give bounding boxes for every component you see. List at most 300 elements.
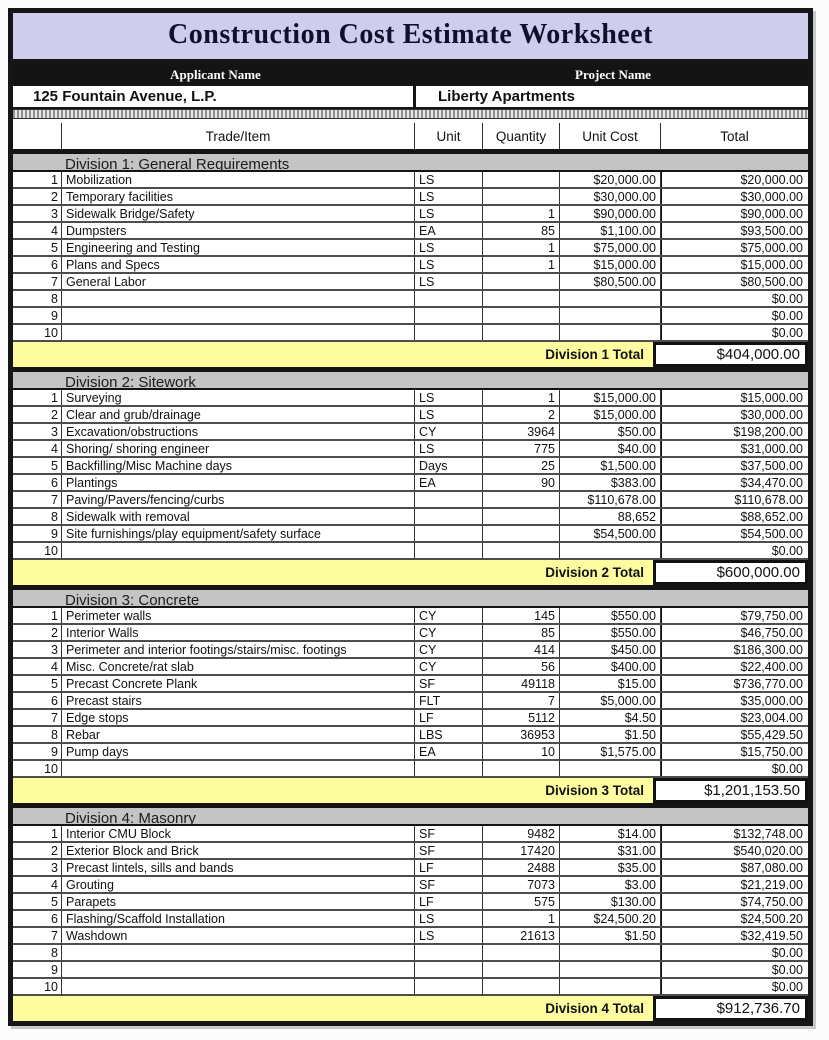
row-number: 6 [13, 257, 62, 272]
unit-cell: CY [415, 659, 483, 674]
table-row [13, 625, 808, 642]
unit-cost-cell [560, 761, 661, 776]
trade-item-cell: Perimeter walls [62, 608, 415, 623]
table-row [13, 390, 808, 407]
total-cell: $22,400.00 [661, 659, 808, 674]
trade-item-cell [62, 543, 415, 558]
applicant-name-value: 125 Fountain Avenue, L.P. [13, 86, 416, 107]
table-row [13, 526, 808, 543]
table-row [13, 543, 808, 560]
table-row [13, 962, 808, 979]
unit-cost-cell: 88,652 [560, 509, 661, 524]
quantity-cell: 2 [483, 407, 560, 422]
total-cell: $88,652.00 [661, 509, 808, 524]
unit-cost-cell: $31.00 [560, 843, 661, 858]
unit-cell: LF [415, 710, 483, 725]
unit-cost-cell: $1.50 [560, 928, 661, 943]
unit-cell: CY [415, 642, 483, 657]
quantity-cell [483, 962, 560, 977]
unit-cell: SF [415, 676, 483, 691]
quantity-cell: 1 [483, 911, 560, 926]
unit-cell: FLT [415, 693, 483, 708]
table-row [13, 877, 808, 894]
unit-cell: SF [415, 826, 483, 841]
unit-cell [415, 308, 483, 323]
unit-cell [415, 325, 483, 340]
unit-cost-cell: $80,500.00 [560, 274, 661, 289]
table-row [13, 240, 808, 257]
unit-cell [415, 761, 483, 776]
trade-item-cell: Site furnishings/play equipment/safety surface [62, 526, 415, 541]
total-cell: $0.00 [661, 291, 808, 306]
quantity-cell [483, 325, 560, 340]
unit-cost-cell: $383.00 [560, 475, 661, 490]
unit-cost-cell [560, 291, 661, 306]
unit-cell [415, 509, 483, 524]
table-row [13, 826, 808, 843]
quantity-cell [483, 526, 560, 541]
quantity-cell: 25 [483, 458, 560, 473]
row-number: 7 [13, 492, 62, 507]
unit-cost-cell [560, 543, 661, 558]
trade-item-cell: Sidewalk Bridge/Safety [62, 206, 415, 221]
trade-item-cell: Temporary facilities [62, 189, 415, 204]
trade-item-cell: Misc. Concrete/rat slab [62, 659, 415, 674]
unit-cell: EA [415, 223, 483, 238]
unit-cost-cell: $1,500.00 [560, 458, 661, 473]
row-number: 4 [13, 441, 62, 456]
trade-item-cell [62, 308, 415, 323]
division-total-value: $600,000.00 [653, 560, 808, 585]
total-cell: $110,678.00 [661, 492, 808, 507]
table-row [13, 325, 808, 342]
row-number: 8 [13, 509, 62, 524]
row-number: 4 [13, 877, 62, 892]
trade-item-cell: Parapets [62, 894, 415, 909]
unit-cost-cell: $4.50 [560, 710, 661, 725]
unit-cell: LF [415, 860, 483, 875]
row-number: 5 [13, 458, 62, 473]
hatched-divider [13, 109, 808, 119]
table-row [13, 308, 808, 325]
division-section [13, 585, 808, 803]
quantity-cell: 90 [483, 475, 560, 490]
total-cell: $24,500.20 [661, 911, 808, 926]
row-number: 1 [13, 826, 62, 841]
row-number: 5 [13, 240, 62, 255]
unit-cell: CY [415, 424, 483, 439]
row-number: 1 [13, 172, 62, 187]
total-cell: $132,748.00 [661, 826, 808, 841]
table-row [13, 274, 808, 291]
row-number: 9 [13, 962, 62, 977]
unit-cell: CY [415, 608, 483, 623]
table-row [13, 710, 808, 727]
trade-item-cell: Engineering and Testing [62, 240, 415, 255]
quantity-cell: 85 [483, 625, 560, 640]
unit-cell: EA [415, 744, 483, 759]
table-row [13, 693, 808, 710]
unit-cost-cell: $75,000.00 [560, 240, 661, 255]
total-cell: $30,000.00 [661, 189, 808, 204]
quantity-cell: 17420 [483, 843, 560, 858]
row-number: 10 [13, 325, 62, 340]
division-header: Division 2: Sitework [13, 367, 808, 390]
trade-item-cell [62, 325, 415, 340]
quantity-cell: 7 [483, 693, 560, 708]
unit-cell [415, 543, 483, 558]
project-name-label: Project Name [575, 67, 651, 82]
division-header: Division 4: Masonry [13, 803, 808, 826]
column-header-unit: Unit [415, 123, 483, 149]
unit-cell: LS [415, 407, 483, 422]
unit-cost-cell: $130.00 [560, 894, 661, 909]
names-row [13, 86, 808, 109]
quantity-cell: 2488 [483, 860, 560, 875]
total-cell: $186,300.00 [661, 642, 808, 657]
row-number: 5 [13, 676, 62, 691]
unit-cost-cell: $400.00 [560, 659, 661, 674]
row-number: 1 [13, 390, 62, 405]
page-title: Construction Cost Estimate Worksheet [168, 19, 653, 50]
total-cell: $55,429.50 [661, 727, 808, 742]
trade-item-cell: Backfilling/Misc Machine days [62, 458, 415, 473]
quantity-cell: 10 [483, 744, 560, 759]
unit-cost-cell: $30,000.00 [560, 189, 661, 204]
trade-item-cell: Shoring/ shoring engineer [62, 441, 415, 456]
trade-item-cell: Precast Concrete Plank [62, 676, 415, 691]
label-bar [13, 64, 808, 86]
row-number: 7 [13, 274, 62, 289]
total-cell: $20,000.00 [661, 172, 808, 187]
division-total-row [13, 342, 808, 367]
unit-cell [415, 526, 483, 541]
unit-cost-cell: $24,500.20 [560, 911, 661, 926]
division-header: Division 1: General Requirements [13, 149, 808, 172]
total-cell: $15,000.00 [661, 390, 808, 405]
trade-item-cell: Flashing/Scaffold Installation [62, 911, 415, 926]
row-number: 3 [13, 424, 62, 439]
unit-cell: LS [415, 172, 483, 187]
row-number: 3 [13, 860, 62, 875]
division-section [13, 149, 808, 367]
total-cell: $0.00 [661, 308, 808, 323]
trade-item-cell: Washdown [62, 928, 415, 943]
row-number: 2 [13, 625, 62, 640]
row-number: 2 [13, 407, 62, 422]
quantity-cell: 9482 [483, 826, 560, 841]
unit-cell: LS [415, 911, 483, 926]
trade-item-cell: Precast lintels, sills and bands [62, 860, 415, 875]
division-total-label: Division 4 Total [13, 996, 653, 1021]
unit-cost-cell: $35.00 [560, 860, 661, 875]
unit-cost-cell: $15,000.00 [560, 257, 661, 272]
total-cell: $35,000.00 [661, 693, 808, 708]
division-total-value: $404,000.00 [653, 342, 808, 367]
unit-cost-cell: $15.00 [560, 676, 661, 691]
row-number: 10 [13, 979, 62, 994]
row-number: 9 [13, 526, 62, 541]
row-number: 7 [13, 710, 62, 725]
row-number: 7 [13, 928, 62, 943]
row-number: 10 [13, 543, 62, 558]
total-cell: $74,750.00 [661, 894, 808, 909]
unit-cost-cell [560, 308, 661, 323]
column-header-total: Total [720, 128, 749, 144]
division-total-value: $1,201,153.50 [653, 778, 808, 803]
row-number: 8 [13, 291, 62, 306]
table-row [13, 458, 808, 475]
unit-cell [415, 945, 483, 960]
table-row [13, 911, 808, 928]
unit-cost-cell: $20,000.00 [560, 172, 661, 187]
total-cell: $93,500.00 [661, 223, 808, 238]
table-row [13, 659, 808, 676]
project-name-value: Liberty Apartments [438, 88, 575, 105]
trade-item-cell [62, 291, 415, 306]
quantity-cell: 7073 [483, 877, 560, 892]
unit-cell: LS [415, 274, 483, 289]
total-cell: $198,200.00 [661, 424, 808, 439]
total-cell: $30,000.00 [661, 407, 808, 422]
unit-cell: Days [415, 458, 483, 473]
quantity-cell: 85 [483, 223, 560, 238]
row-number: 6 [13, 475, 62, 490]
quantity-cell: 49118 [483, 676, 560, 691]
unit-cell: LS [415, 257, 483, 272]
row-number: 9 [13, 308, 62, 323]
divisions [13, 149, 808, 1021]
total-cell: $32,419.50 [661, 928, 808, 943]
quantity-cell: 1 [483, 257, 560, 272]
row-number: 6 [13, 693, 62, 708]
row-number: 8 [13, 727, 62, 742]
division-header: Division 3: Concrete [13, 585, 808, 608]
total-cell: $15,000.00 [661, 257, 808, 272]
row-number: 6 [13, 911, 62, 926]
table-row [13, 945, 808, 962]
unit-cell [415, 962, 483, 977]
column-header-unit-cost: Unit Cost [560, 123, 661, 149]
division-total-row [13, 560, 808, 585]
table-row [13, 223, 808, 240]
total-cell: $0.00 [661, 979, 808, 994]
trade-item-cell [62, 979, 415, 994]
trade-item-cell: Rebar [62, 727, 415, 742]
unit-cell: LF [415, 894, 483, 909]
row-number: 4 [13, 223, 62, 238]
column-header-quantity: Quantity [483, 123, 560, 149]
table-row [13, 291, 808, 308]
quantity-cell: 21613 [483, 928, 560, 943]
division-total-row [13, 778, 808, 803]
division-total-label: Division 1 Total [13, 342, 653, 367]
trade-item-cell: Exterior Block and Brick [62, 843, 415, 858]
trade-item-cell: General Labor [62, 274, 415, 289]
unit-cell: LS [415, 390, 483, 405]
total-cell: $79,750.00 [661, 608, 808, 623]
quantity-cell: 5112 [483, 710, 560, 725]
trade-item-cell [62, 962, 415, 977]
column-header-row [13, 123, 808, 149]
unit-cell: SF [415, 843, 483, 858]
table-row [13, 492, 808, 509]
quantity-cell: 1 [483, 240, 560, 255]
unit-cost-cell: $550.00 [560, 625, 661, 640]
quantity-cell [483, 492, 560, 507]
unit-cost-cell [560, 945, 661, 960]
trade-item-cell: Interior Walls [62, 625, 415, 640]
division-total-row [13, 996, 808, 1021]
table-row [13, 257, 808, 274]
unit-cell: LS [415, 441, 483, 456]
unit-cost-cell: $14.00 [560, 826, 661, 841]
column-header-trade-item: Trade/Item [62, 123, 415, 149]
unit-cost-cell: $1,100.00 [560, 223, 661, 238]
table-row [13, 843, 808, 860]
quantity-cell: 414 [483, 642, 560, 657]
quantity-cell [483, 172, 560, 187]
total-cell: $21,219.00 [661, 877, 808, 892]
quantity-cell: 3964 [483, 424, 560, 439]
total-cell: $736,770.00 [661, 676, 808, 691]
trade-item-cell: Mobilization [62, 172, 415, 187]
unit-cell: EA [415, 475, 483, 490]
trade-item-cell: Excavation/obstructions [62, 424, 415, 439]
unit-cost-cell: $54,500.00 [560, 526, 661, 541]
table-row [13, 172, 808, 189]
unit-cost-cell [560, 962, 661, 977]
row-number: 2 [13, 843, 62, 858]
quantity-cell [483, 509, 560, 524]
trade-item-cell: Precast stairs [62, 693, 415, 708]
unit-cell: LBS [415, 727, 483, 742]
trade-item-cell: Grouting [62, 877, 415, 892]
total-cell: $31,000.00 [661, 441, 808, 456]
unit-cell [415, 979, 483, 994]
row-number: 3 [13, 206, 62, 221]
quantity-cell [483, 979, 560, 994]
trade-item-cell: Interior CMU Block [62, 826, 415, 841]
total-cell: $15,750.00 [661, 744, 808, 759]
trade-item-cell: Dumpsters [62, 223, 415, 238]
unit-cell [415, 492, 483, 507]
applicant-name-label: Applicant Name [170, 67, 261, 82]
total-cell: $0.00 [661, 761, 808, 776]
unit-cell: CY [415, 625, 483, 640]
quantity-cell [483, 543, 560, 558]
quantity-cell: 36953 [483, 727, 560, 742]
quantity-cell: 1 [483, 206, 560, 221]
division-total-label: Division 3 Total [13, 778, 653, 803]
worksheet [8, 8, 813, 1026]
trade-item-cell [62, 761, 415, 776]
trade-item-cell: Perimeter and interior footings/stairs/misc. footings [62, 642, 415, 657]
trade-item-cell: Pump days [62, 744, 415, 759]
table-row [13, 676, 808, 693]
table-row [13, 206, 808, 223]
unit-cost-cell: $15,000.00 [560, 390, 661, 405]
row-number: 8 [13, 945, 62, 960]
total-cell: $0.00 [661, 962, 808, 977]
row-number: 9 [13, 744, 62, 759]
trade-item-cell: Paving/Pavers/fencing/curbs [62, 492, 415, 507]
quantity-cell [483, 945, 560, 960]
trade-item-cell: Plantings [62, 475, 415, 490]
unit-cost-cell: $1,575.00 [560, 744, 661, 759]
table-row [13, 928, 808, 945]
title-bar [13, 13, 808, 64]
quantity-cell: 775 [483, 441, 560, 456]
table-row [13, 979, 808, 996]
total-cell: $37,500.00 [661, 458, 808, 473]
corner-cell [13, 123, 62, 149]
unit-cost-cell: $3.00 [560, 877, 661, 892]
quantity-cell [483, 308, 560, 323]
total-cell: $54,500.00 [661, 526, 808, 541]
total-cell: $87,080.00 [661, 860, 808, 875]
division-section [13, 367, 808, 585]
table-row [13, 407, 808, 424]
unit-cell: LS [415, 206, 483, 221]
unit-cost-cell: $50.00 [560, 424, 661, 439]
row-number: 3 [13, 642, 62, 657]
table-row [13, 894, 808, 911]
total-cell: $0.00 [661, 325, 808, 340]
row-number: 1 [13, 608, 62, 623]
trade-item-cell: Sidewalk with removal [62, 509, 415, 524]
unit-cost-cell: $5,000.00 [560, 693, 661, 708]
unit-cost-cell: $110,678.00 [560, 492, 661, 507]
table-row [13, 608, 808, 625]
total-cell: $34,470.00 [661, 475, 808, 490]
quantity-cell: 56 [483, 659, 560, 674]
unit-cost-cell: $15,000.00 [560, 407, 661, 422]
total-cell: $540,020.00 [661, 843, 808, 858]
division-total-value: $912,736.70 [653, 996, 808, 1021]
unit-cost-cell [560, 979, 661, 994]
row-number: 5 [13, 894, 62, 909]
total-cell: $90,000.00 [661, 206, 808, 221]
table-row [13, 860, 808, 877]
row-number: 10 [13, 761, 62, 776]
unit-cost-cell: $550.00 [560, 608, 661, 623]
total-cell: $0.00 [661, 945, 808, 960]
table-row [13, 744, 808, 761]
table-row [13, 475, 808, 492]
division-total-label: Division 2 Total [13, 560, 653, 585]
trade-item-cell: Clear and grub/drainage [62, 407, 415, 422]
unit-cell: SF [415, 877, 483, 892]
total-cell: $80,500.00 [661, 274, 808, 289]
quantity-cell [483, 274, 560, 289]
table-row [13, 424, 808, 441]
unit-cost-cell: $40.00 [560, 441, 661, 456]
row-number: 4 [13, 659, 62, 674]
unit-cell [415, 291, 483, 306]
trade-item-cell: Edge stops [62, 710, 415, 725]
row-number: 2 [13, 189, 62, 204]
quantity-cell [483, 291, 560, 306]
unit-cost-cell [560, 325, 661, 340]
quantity-cell: 1 [483, 390, 560, 405]
trade-item-cell: Plans and Specs [62, 257, 415, 272]
total-cell: $75,000.00 [661, 240, 808, 255]
unit-cell: LS [415, 928, 483, 943]
unit-cell: LS [415, 189, 483, 204]
table-row [13, 642, 808, 659]
unit-cost-cell: $90,000.00 [560, 206, 661, 221]
